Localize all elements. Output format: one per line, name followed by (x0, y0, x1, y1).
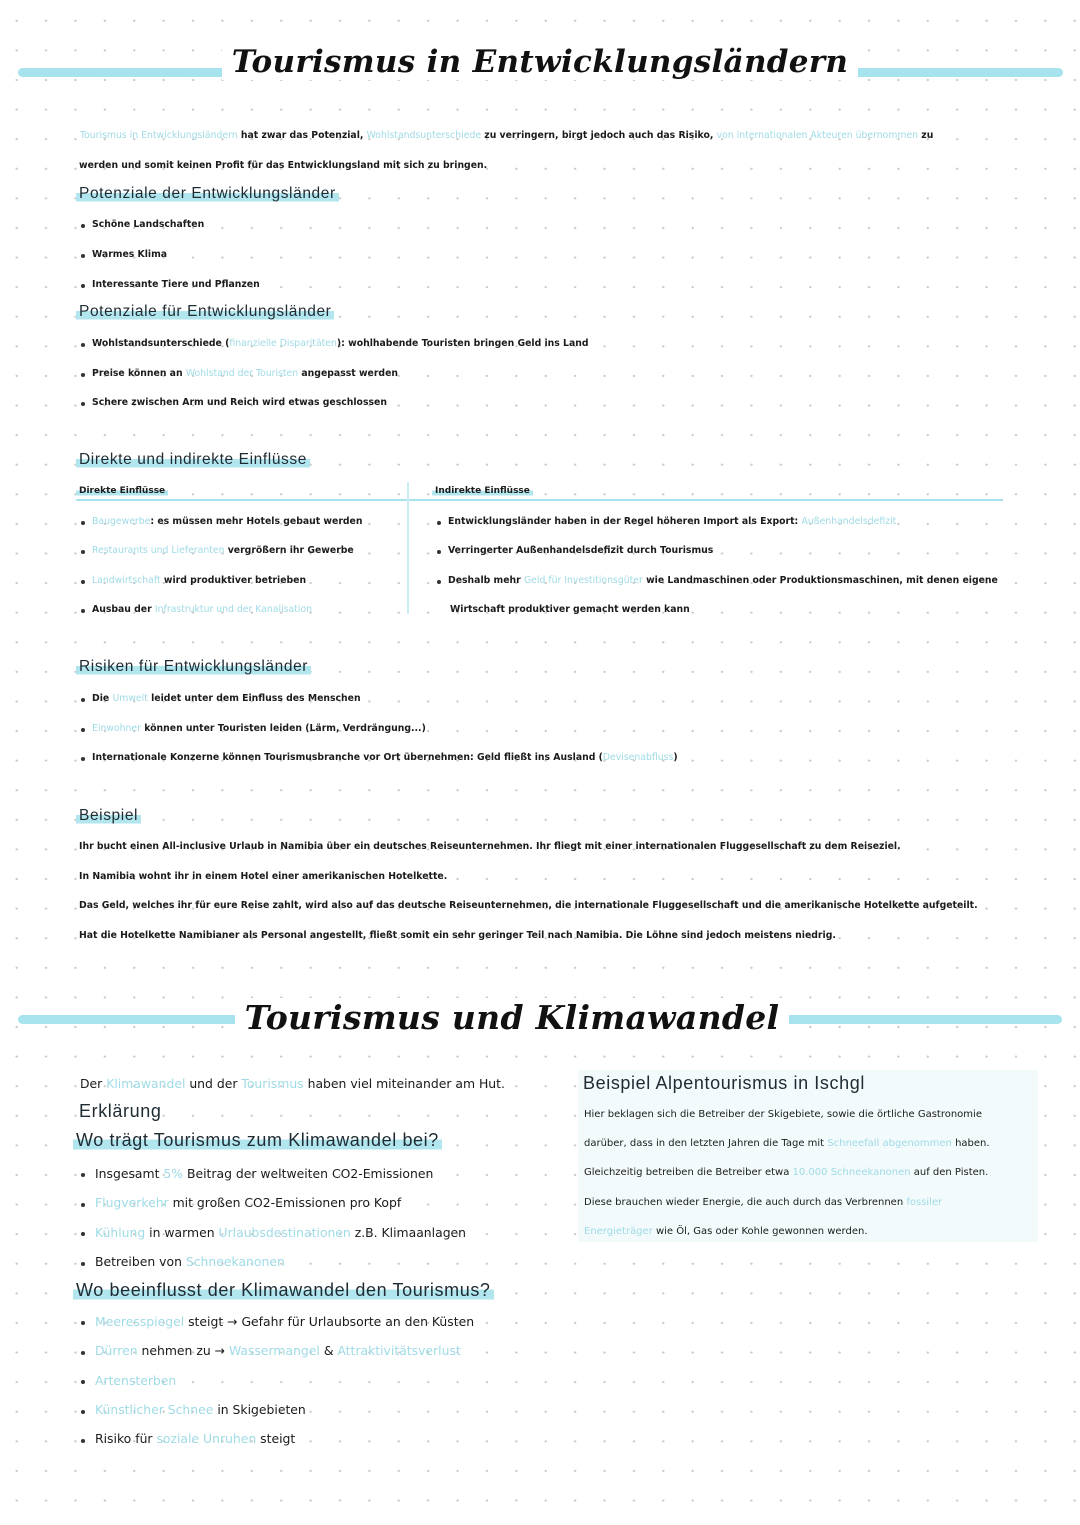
highlight: Dürren (95, 1343, 138, 1358)
bullet (437, 580, 441, 584)
bullet (81, 1262, 85, 1266)
bullet (81, 698, 85, 702)
text: Preise können an (92, 368, 186, 379)
bullet (81, 521, 85, 525)
heading-beispiel: Beispiel (76, 807, 141, 825)
highlight: Schneekanonen (185, 1254, 285, 1269)
text: wie Öl, Gas oder Kohle gewonnen werden. (652, 1226, 868, 1237)
highlight: Landwirtschaft (92, 575, 161, 586)
intro-highlight-3: Wohlstandsunterschiede (366, 130, 482, 141)
bullet (81, 609, 85, 613)
highlight: Flugverkehr (95, 1195, 169, 1210)
highlight: 5% (163, 1166, 184, 1181)
beitrag-item (95, 1195, 401, 1210)
bullet (81, 1232, 85, 1236)
ischgl-line (584, 1138, 990, 1149)
highlight: Wassermangel (228, 1343, 320, 1358)
highlight: Baugewerbe (92, 516, 151, 527)
list-item: Interessante Tiere und Pflanzen (92, 279, 260, 290)
title-text-1: Tourismus in Entwicklungsländern (222, 44, 859, 80)
bullet (81, 1410, 85, 1414)
text: Internationale Konzerne können Tourismusbranche vor Ort übernehmen: Geld fließt ins Ausland ( (92, 752, 603, 763)
text: vergrößern ihr Gewerbe (224, 545, 354, 556)
bullet (81, 1439, 85, 1443)
text: wird produktiver betrieben (160, 575, 307, 586)
list-item (92, 368, 398, 379)
highlight: Devisenabfluss (602, 752, 674, 763)
bullet (81, 224, 85, 228)
indirekt-item (448, 575, 998, 586)
text: ): wohlhabende Touristen bringen Geld ins Land (336, 338, 589, 349)
text: Betreiben von (95, 1254, 186, 1269)
heading-risiken: Risiken für Entwicklungsländer (76, 658, 311, 676)
direkt-label: Direkte Einflüsse (76, 486, 168, 496)
bullet (81, 728, 85, 732)
einfluss-item (95, 1314, 474, 1329)
intro-text-2: hat zwar das Potenzial, (237, 130, 367, 141)
highlight: Schneefall abgenommen (827, 1138, 952, 1149)
ischgl-box (578, 1070, 1038, 1242)
ischgl-line (584, 1167, 988, 1178)
indirekt-item (448, 516, 896, 527)
einfluss-item (95, 1343, 461, 1358)
text: leidet unter dem Einfluss des Menschen (147, 693, 361, 704)
text: Wohlstandsunterschiede ( (92, 338, 230, 349)
highlight: fossiler (906, 1197, 943, 1208)
beispiel-line: Ihr bucht einen All-inclusive Urlaub in Namibia über ein deutsches Reiseunternehmen. Ihr fliegt mit einer internationalen Fluggesellschaft zu dem Reiseziel. (79, 841, 901, 852)
title-text-2: Tourismus und Klimawandel (235, 998, 790, 1037)
list-item: Warmes Klima (92, 249, 168, 260)
einfluss-item: Artensterben (95, 1373, 177, 1388)
bullet (437, 521, 441, 525)
text: Ausbau der (92, 604, 155, 615)
highlight: Künstlicher Schnee (95, 1402, 214, 1417)
bullet (81, 402, 85, 406)
table-divider-top (76, 499, 1003, 501)
einfluss-item (95, 1431, 295, 1446)
indirekt-label: Indirekte Einflüsse (432, 486, 533, 496)
direkt-item (92, 545, 354, 556)
list-item (92, 338, 589, 349)
text: Risiko für (95, 1431, 157, 1446)
risiko-item (92, 693, 361, 704)
highlight: Energieträger (584, 1226, 653, 1237)
ischgl-line: Hier beklagen sich die Betreiber der Skigebiete, sowie die örtliche Gastronomie (584, 1109, 982, 1120)
intro-highlight-1: Tourismus in Entwicklungsländern (80, 130, 238, 141)
heading-erklaerung: Erklärung (79, 1101, 162, 1121)
bullet (81, 757, 85, 761)
highlight: Attraktivitätsverlust (337, 1343, 461, 1358)
heading-ischgl: Beispiel Alpentourismus in Ischgl (583, 1073, 865, 1093)
heading-einfluesse: Direkte und indirekte Einflüsse (76, 451, 310, 469)
text: steigt (256, 1431, 296, 1446)
list-item: Schöne Landschaften (92, 219, 205, 230)
text: Deshalb mehr (448, 575, 524, 586)
heading-potenziale-fuer: Potenziale für Entwicklungsländer (76, 303, 334, 321)
text: angepasst werden (298, 368, 398, 379)
highlight: Einwohner (92, 723, 141, 734)
bullet (437, 550, 441, 554)
intro-line-2: werden und somit keinen Profit für das Entwicklungsland mit sich zu bringen. (79, 160, 488, 171)
highlight: Kühlung (95, 1225, 146, 1240)
intro-text-6: zu (918, 130, 934, 141)
risiko-item (92, 723, 426, 734)
text: mit großen CO2-Emissionen pro Kopf (168, 1195, 402, 1210)
text: Die (92, 693, 113, 704)
bullet (81, 343, 85, 347)
bullet (81, 1380, 85, 1384)
beispiel-line: Hat die Hotelkette Namibianer als Personal angestellt, fließt somit ein sehr geringer Teil nach Namibia. Die Löhne sind jedoch meistens niedrig. (79, 930, 836, 941)
intro-line-1 (80, 130, 933, 141)
text: darüber, dass in den letzten Jahren die Tage mit (584, 1138, 828, 1149)
bullet (81, 284, 85, 288)
text: haben viel miteinander am Hut. (303, 1076, 505, 1091)
text: : es müssen mehr Hotels gebaut werden (150, 516, 363, 527)
beitrag-item (95, 1166, 433, 1181)
text: wie Landmaschinen oder Produktionsmaschinen, mit denen eigene (642, 575, 998, 586)
text: Der (80, 1076, 107, 1091)
intro-highlight-5: von internationalen Akteuren übernommen (716, 130, 919, 141)
bullet (81, 1203, 85, 1207)
text: haben. (951, 1138, 990, 1149)
text: ) (673, 752, 678, 763)
text: Entwicklungsländer haben in der Regel höheren Import als Export: (448, 516, 802, 527)
text: Gleichzeitig betreiben die Betreiber etwa (584, 1167, 793, 1178)
text: und der (185, 1076, 242, 1091)
direkt-item (92, 516, 362, 527)
highlight: 10.000 Schneekanonen (792, 1167, 911, 1178)
risiko-item (92, 752, 678, 763)
beitrag-item (95, 1254, 285, 1269)
highlight: Urlaubsdestinationen (218, 1225, 351, 1240)
bullet (81, 373, 85, 377)
direkt-item (92, 575, 306, 586)
text: Insgesamt (95, 1166, 164, 1181)
highlight: finanzielle Disparitäten (229, 338, 337, 349)
indirekt-item-continued: Wirtschaft produktiver gemacht werden kann (450, 604, 690, 615)
page-title-2 (0, 998, 1052, 1037)
text: Diese brauchen wieder Energie, die auch durch das Verbrennen (584, 1197, 907, 1208)
text: nehmen zu → (137, 1343, 229, 1358)
direkt-item (92, 604, 312, 615)
highlight: soziale Unruhen (156, 1431, 257, 1446)
intro-text-4: zu verringern, birgt jedoch auch das Risiko, (481, 130, 717, 141)
list-item: Schere zwischen Arm und Reich wird etwas geschlossen (92, 397, 387, 408)
heading-potenziale-der: Potenziale der Entwicklungsländer (76, 185, 339, 203)
highlight: Meeresspiegel (95, 1314, 185, 1329)
einfluss-item (95, 1402, 306, 1417)
highlight: Geld für Investitionsgüter (523, 575, 643, 586)
text: auf den Pisten. (910, 1167, 989, 1178)
highlight: Infrastruktur und der Kanalisation (154, 604, 313, 615)
heading-beitrag: Wo trägt Tourismus zum Klimawandel bei? (73, 1130, 442, 1151)
beispiel-line: Das Geld, welches ihr für eure Reise zahlt, wird also auf das deutsche Reiseunternehmen, die internationale Fluggesellschaft und die amerikanische Hotelkette aufgeteilt. (79, 900, 978, 911)
bullet (81, 1351, 85, 1355)
text: steigt → Gefahr für Urlaubsorte an den Küsten (184, 1314, 475, 1329)
text: in Skigebieten (213, 1402, 306, 1417)
text: & (319, 1343, 338, 1358)
bullet (81, 1173, 85, 1177)
page-title-1 (0, 44, 1080, 80)
ischgl-line (584, 1197, 942, 1208)
heading-einfluss: Wo beeinflusst der Klimawandel den Tourismus? (73, 1280, 494, 1301)
text: können unter Touristen leiden (Lärm, Verdrängung...) (140, 723, 426, 734)
highlight: Klimawandel (106, 1076, 186, 1091)
highlight: Wohlstand der Touristen (185, 368, 299, 379)
text: Beitrag der weltweiten CO2-Emissionen (183, 1166, 434, 1181)
beispiel-line: In Namibia wohnt ihr in einem Hotel einer amerikanischen Hotelkette. (79, 871, 448, 882)
highlight: Umwelt (112, 693, 148, 704)
bullet (81, 254, 85, 258)
bullet (81, 1321, 85, 1325)
text: z.B. Klimaanlagen (350, 1225, 467, 1240)
ischgl-line (584, 1226, 868, 1237)
bullet (81, 550, 85, 554)
text: in warmen (145, 1225, 219, 1240)
klima-intro (80, 1076, 505, 1091)
beitrag-item (95, 1225, 466, 1240)
highlight: Restaurants und Lieferanten (92, 545, 225, 556)
bullet (81, 580, 85, 584)
indirekt-item: Verringerter Außenhandelsdefizit durch Tourismus (448, 545, 714, 556)
highlight: Tourismus (241, 1076, 304, 1091)
highlight: Außenhandelsdefizit (801, 516, 897, 527)
table-divider-vertical (407, 482, 409, 614)
